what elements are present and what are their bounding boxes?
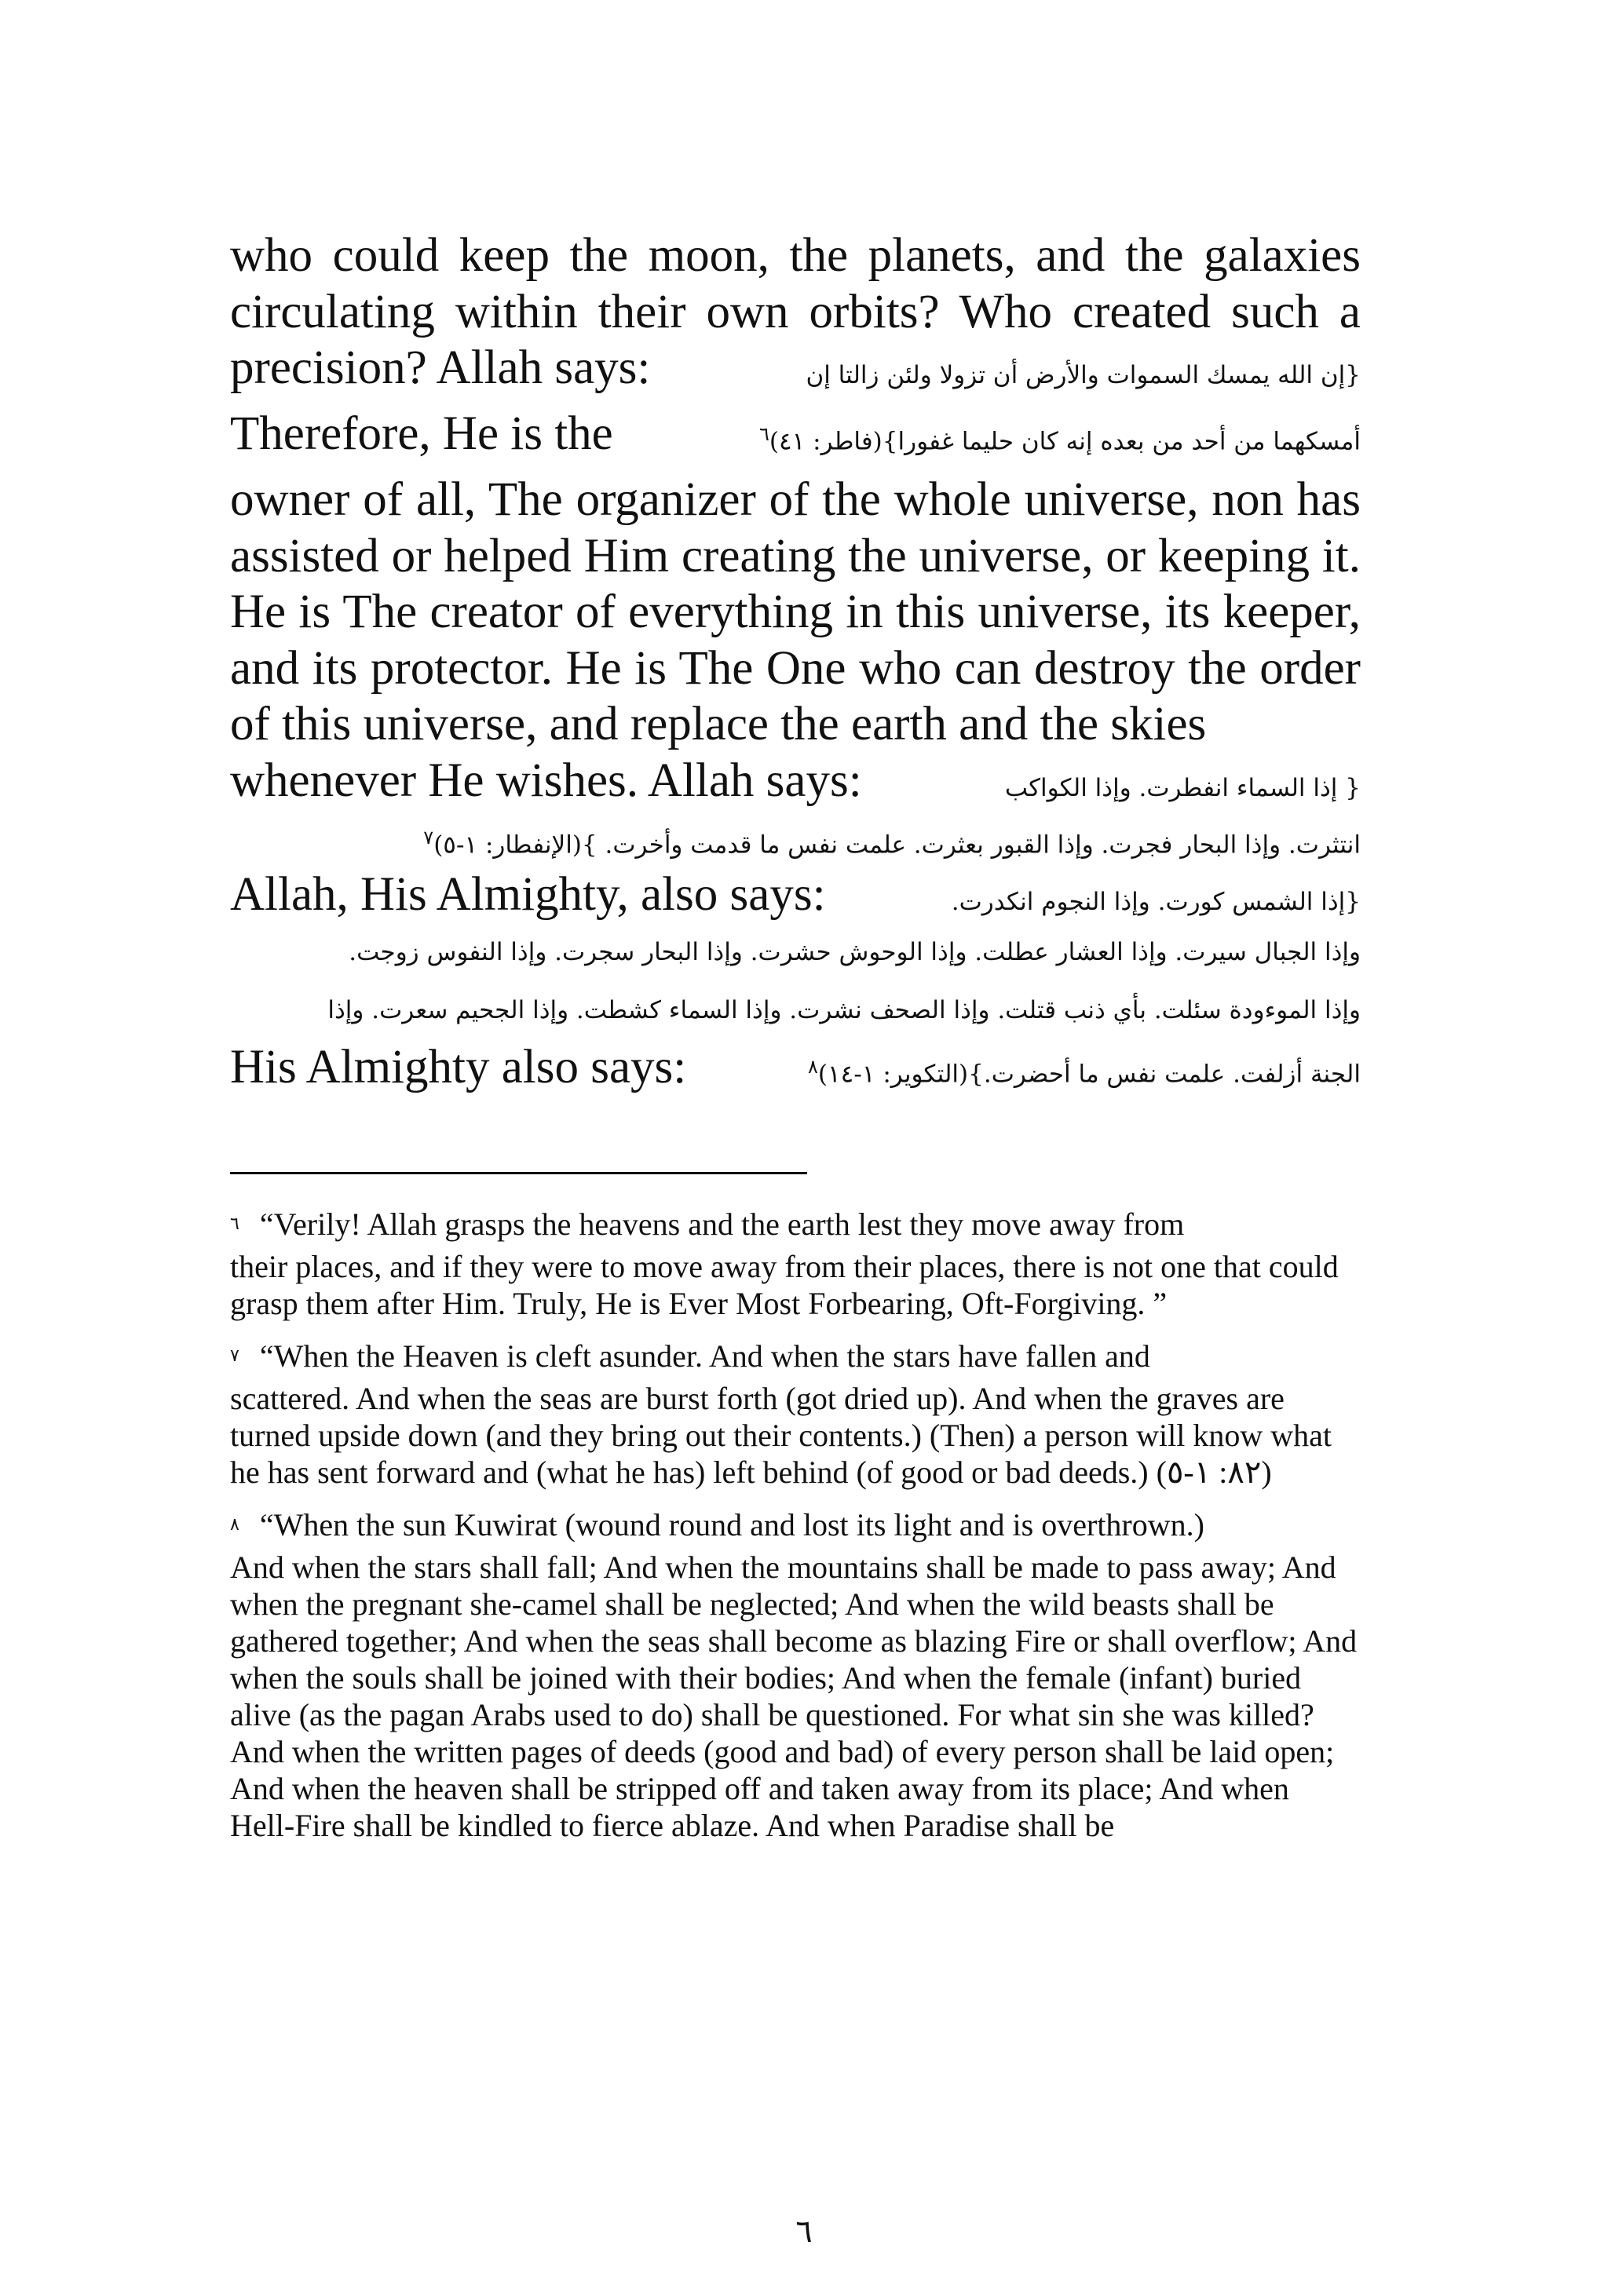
body-line-15-english: His Almighty also says: bbox=[230, 1040, 687, 1093]
footnote-6-marker: ٦ bbox=[230, 1214, 239, 1234]
body-line-4-english: Therefore, He is the bbox=[230, 407, 613, 460]
footnote-8-first-line: $^٨$ “When the sun Kuwirat (wound round and lost its light and is overthrown.) bbox=[230, 1507, 1204, 1542]
body-line-15 bbox=[230, 1039, 1361, 1096]
footnote-8-marker: ٨ bbox=[230, 1515, 239, 1535]
body-line-12 bbox=[230, 867, 1361, 923]
page-number: ٦ bbox=[795, 2214, 813, 2250]
footnote-6-text: their places, and if they were to move away from their places, there is not one that could grasp them after Him. Truly, He is Ever Most Forbearing, Oft-Forgiving. ” bbox=[230, 1249, 1339, 1321]
main-text bbox=[230, 228, 1361, 1095]
footnote-6 bbox=[230, 1201, 1361, 1322]
body-line-4-arabic: أمسكهما من أحد من بعده إنه كان حليما غفورا}(فاطر: ٤١)$^٦$ bbox=[759, 422, 1361, 455]
body-line-13-arabic: وإذا الجبال سيرت. وإذا العشار عطلت. وإذا الوحوش حشرت. وإذا البحار سجرت. وإذا النفوس زوجت. bbox=[349, 937, 1361, 966]
footnote-ref-7: ٧ bbox=[423, 827, 434, 849]
body-line-4 bbox=[230, 406, 1361, 472]
footnote-7-first-line: $^٧$ “When the Heaven is cleft asunder. And when the stars have fallen and bbox=[230, 1338, 1150, 1374]
body-line-9: of this universe, and replace the earth and the skies bbox=[230, 698, 1207, 750]
footnote-ref-6: ٦ bbox=[759, 422, 769, 445]
body-line-3-english: precision? Allah says: bbox=[230, 341, 651, 394]
body-line-12-arabic: {إذا الشمس كورت. وإذا النجوم انكدرت. bbox=[951, 888, 1361, 916]
footnotes bbox=[230, 1201, 1361, 1855]
body-line-10-arabic: { إذا السماء انفطرت. وإذا الكواكب bbox=[1004, 773, 1361, 802]
body-line-8: and its protector. He is The One who can destroy the order bbox=[230, 641, 1361, 695]
footnote-8-text: And when the stars shall fall; And when the mountains shall be made to pass away; And when the pregnant she-camel shall be neglected; And when the wild beasts shall be gathered together; And when the seas shall become as blazing Fire or shall overflow; And when the souls shall be joined with their bodies; And when the female (infant) buried alive (as the pagan Arabs used to do) shall be questioned. For what sin she was killed? And when the written pages of deeds (good and bad) of every person shall be laid open; And when the heaven shall be stripped off and taken away from its place; And when Hell-Fire shall be kindled to fierce ablaze. And when Paradise shall be bbox=[230, 1550, 1358, 1843]
body-line-10 bbox=[230, 753, 1361, 809]
footnote-ref-8: ٨ bbox=[808, 1056, 818, 1079]
body-line-7: He is The creator of everything in this universe, its keeper, bbox=[230, 586, 1361, 638]
footnote-7-marker: ٧ bbox=[230, 1346, 239, 1366]
footnote-7 bbox=[230, 1333, 1361, 1491]
footnote-7-text: scattered. And when the seas are burst forth (got dried up). And when the graves are turned upside down (and they bring out their contents.) (Then) a person will know what he has sent forward and (what he has) left behind (of good or bad deeds.) (٨٢: ١-٥) bbox=[230, 1381, 1332, 1490]
body-line-14-arabic: وإذا الموءودة سئلت. بأي ذنب قتلت. وإذا الصحف نشرت. وإذا السماء كشطت. وإذا الجحيم سعرت. وإذا bbox=[327, 995, 1361, 1024]
body-line-1: who could keep the moon, the planets, and the galaxies bbox=[230, 229, 1361, 282]
body-line-3-arabic: {إن الله يمسك السموات والأرض أن تزولا ولئن زالتا إن bbox=[806, 361, 1361, 389]
body-line-10-english: whenever He wishes. Allah says: bbox=[230, 754, 862, 807]
body-line-11-arabic: انتثرت. وإذا البحار فجرت. وإذا القبور بعثرت. علمت نفس ما قدمت وأخرت. }(الإنفطار: ١-٥)$^٧$ bbox=[423, 827, 1361, 860]
body-line-5: owner of all, The organizer of the whole universe, non has bbox=[230, 473, 1361, 526]
body-line-2: circulating within their own orbits? Who created such a bbox=[230, 285, 1361, 338]
footnote-separator bbox=[230, 1172, 807, 1174]
body-line-15-arabic: الجنة أزلفت. علمت نفس ما أحضرت.}(التكوير: ١-١٤)$^٨$ bbox=[808, 1056, 1361, 1089]
footnote-8 bbox=[230, 1502, 1361, 1844]
body-line-12-english: Allah, His Almighty, also says: bbox=[230, 868, 826, 921]
footnote-6-first-line: $^٦$ “Verily! Allah grasps the heavens and the earth lest they move away from bbox=[230, 1206, 1185, 1242]
body-line-6: assisted or helped Him creating the universe, or keeping it. bbox=[230, 529, 1361, 582]
body-line-3 bbox=[230, 340, 1361, 406]
